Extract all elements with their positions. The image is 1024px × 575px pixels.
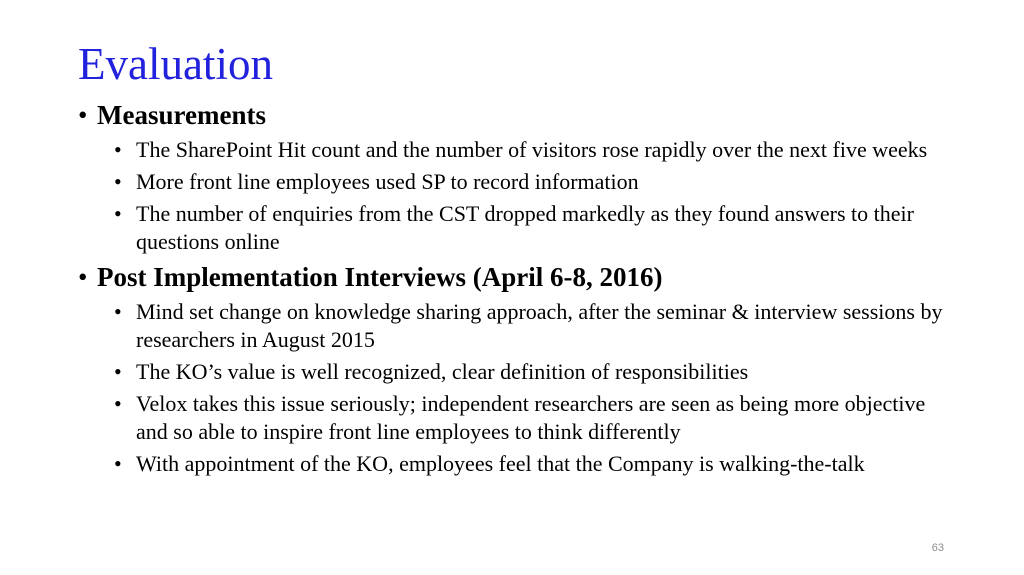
sub-bullet-item [78,390,978,446]
page-number: 63 [931,542,944,554]
section-measurements [78,98,978,256]
sub-bullet-item [78,136,978,164]
sub-bullet-text: With appointment of the KO, employees feel that the Company is walking-the-talk [136,451,865,476]
sub-bullet-item [78,450,978,478]
bullet-icon: • [114,391,122,416]
section-heading [78,98,978,132]
section-heading-text: Measurements [97,100,266,130]
sub-bullet-item [78,298,978,354]
sub-bullet-text: The SharePoint Hit count and the number of visitors rose rapidly over the next five weeks [136,137,928,162]
sub-bullet-text: The number of enquiries from the CST dropped markedly as they found answers to their questions online [136,201,914,254]
bullet-icon: • [114,359,122,384]
bullet-icon: • [78,262,88,292]
sub-bullet-item [78,200,978,256]
bullet-icon: • [114,299,122,324]
slide-title: Evaluation [78,39,273,89]
bullet-icon: • [78,100,88,130]
bullet-icon: • [114,137,122,162]
sub-bullet-item [78,168,978,196]
sub-bullet-text: Velox takes this issue seriously; independent researchers are seen as being more objective and so able to inspire front line employees to think differently [136,391,926,444]
sub-bullet-text: More front line employees used SP to record information [136,169,639,194]
bullet-icon: • [114,169,122,194]
bullet-icon: • [114,451,122,476]
section-heading-text: Post Implementation Interviews (April 6-8, 2016) [97,262,663,292]
section-heading [78,260,978,294]
sub-bullet-text: The KO’s value is well recognized, clear definition of responsibilities [136,359,749,384]
sub-bullet-item [78,358,978,386]
section-post-implementation [78,260,978,478]
bullet-icon: • [114,201,122,226]
sub-bullet-text: Mind set change on knowledge sharing approach, after the seminar & interview sessions by researchers in August 2015 [136,299,943,352]
sub-bullet-list [78,136,978,256]
sub-bullet-list [78,298,978,478]
slide-content [78,98,978,482]
